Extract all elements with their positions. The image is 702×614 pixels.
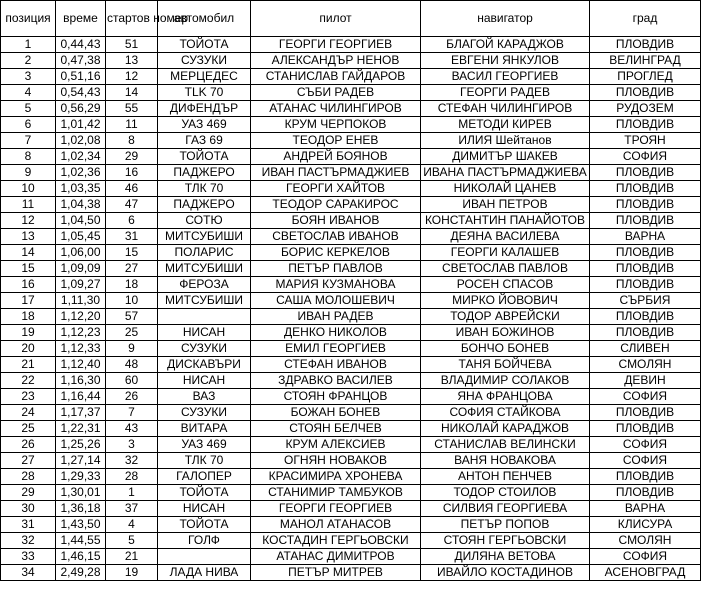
time-cell: 0,54,43 — [56, 85, 106, 101]
city-cell: СОФИЯ — [590, 437, 701, 453]
table-row — [1, 165, 701, 181]
city-cell: ДЕВИН — [590, 373, 701, 389]
navigator-cell: ДИЛЯНА ВЕТОВА — [421, 549, 590, 565]
start-number-cell: 26 — [106, 389, 158, 405]
city-cell: ПЛОВДИВ — [590, 117, 701, 133]
car-cell: ТЛК 70 — [158, 453, 251, 469]
start-number-cell: 13 — [106, 53, 158, 69]
city-cell: РУДОЗЕМ — [590, 101, 701, 117]
pilot-cell: КОСТАДИН ГЕРГЬОВСКИ — [251, 533, 421, 549]
time-cell: 1,01,42 — [56, 117, 106, 133]
time-cell: 1,02,36 — [56, 165, 106, 181]
header-position: позиция — [1, 1, 56, 37]
position-cell: 5 — [1, 101, 56, 117]
city-cell: ПЛОВДИВ — [590, 421, 701, 437]
navigator-cell: ЯНА ФРАНЦОВА — [421, 389, 590, 405]
time-cell: 1,05,45 — [56, 229, 106, 245]
city-cell: СМОЛЯН — [590, 357, 701, 373]
start-number-cell: 19 — [106, 565, 158, 581]
car-cell: МИТСУБИШИ — [158, 229, 251, 245]
pilot-cell: СТЕФАН ИВАНОВ — [251, 357, 421, 373]
pilot-cell: СТАНИМИР ТАМБУКОВ — [251, 485, 421, 501]
start-number-cell: 4 — [106, 517, 158, 533]
position-cell: 19 — [1, 325, 56, 341]
navigator-cell: ИЛИЯ Шейтанов — [421, 133, 590, 149]
start-number-cell: 11 — [106, 117, 158, 133]
position-cell: 6 — [1, 117, 56, 133]
pilot-cell: ИВАН РАДЕВ — [251, 309, 421, 325]
position-cell: 29 — [1, 485, 56, 501]
time-cell: 1,12,20 — [56, 309, 106, 325]
start-number-cell: 51 — [106, 37, 158, 53]
position-cell: 17 — [1, 293, 56, 309]
pilot-cell: СТОЯН ФРАНЦОВ — [251, 389, 421, 405]
car-cell: СУЗУКИ — [158, 53, 251, 69]
car-cell: УАЗ 469 — [158, 437, 251, 453]
car-cell: НИСАН — [158, 373, 251, 389]
car-cell: ТОЙОТА — [158, 37, 251, 53]
navigator-cell: СТЕФАН ЧИЛИНГИРОВ — [421, 101, 590, 117]
navigator-cell: РОСЕН СПАСОВ — [421, 277, 590, 293]
city-cell: СОФИЯ — [590, 453, 701, 469]
pilot-cell: СТАНИСЛАВ ГАЙДАРОВ — [251, 69, 421, 85]
position-cell: 12 — [1, 213, 56, 229]
time-cell: 1,02,08 — [56, 133, 106, 149]
city-cell: ПЛОВДИВ — [590, 485, 701, 501]
city-cell: СМОЛЯН — [590, 533, 701, 549]
table-row — [1, 405, 701, 421]
car-cell: ВИТАРА — [158, 421, 251, 437]
city-cell: ПЛОВДИВ — [590, 469, 701, 485]
pilot-cell: САША МОЛОШЕВИЧ — [251, 293, 421, 309]
position-cell: 28 — [1, 469, 56, 485]
start-number-cell: 18 — [106, 277, 158, 293]
pilot-cell: АТАНАС ЧИЛИНГИРОВ — [251, 101, 421, 117]
city-cell: СОФИЯ — [590, 389, 701, 405]
pilot-cell: ЗДРАВКО ВАСИЛЕВ — [251, 373, 421, 389]
navigator-cell: ЕВГЕНИ ЯНКУЛОВ — [421, 53, 590, 69]
car-cell — [158, 549, 251, 565]
table-row — [1, 565, 701, 581]
car-cell: ПАДЖЕРО — [158, 197, 251, 213]
time-cell: 1,12,33 — [56, 341, 106, 357]
position-cell: 3 — [1, 69, 56, 85]
pilot-cell: МАРИЯ КУЗМАНОВА — [251, 277, 421, 293]
city-cell: ПЛОВДИВ — [590, 261, 701, 277]
navigator-cell: БЛАГОЙ КАРАДЖОВ — [421, 37, 590, 53]
start-number-cell: 1 — [106, 485, 158, 501]
navigator-cell: БОНЧО БОНЕВ — [421, 341, 590, 357]
table-row — [1, 357, 701, 373]
city-cell: ВАРНА — [590, 229, 701, 245]
navigator-cell: ИВАЙЛО КОСТАДИНОВ — [421, 565, 590, 581]
position-cell: 30 — [1, 501, 56, 517]
position-cell: 26 — [1, 437, 56, 453]
position-cell: 9 — [1, 165, 56, 181]
position-cell: 31 — [1, 517, 56, 533]
pilot-cell: ПЕТЪР МИТРЕВ — [251, 565, 421, 581]
time-cell: 1,44,55 — [56, 533, 106, 549]
table-row — [1, 341, 701, 357]
time-cell: 1,27,14 — [56, 453, 106, 469]
navigator-cell: ТАНЯ БОЙЧЕВА — [421, 357, 590, 373]
time-cell: 1,09,27 — [56, 277, 106, 293]
table-row — [1, 229, 701, 245]
car-cell: ВАЗ — [158, 389, 251, 405]
navigator-cell: ИВАНА ПАСТЪРМАДЖИЕВА — [421, 165, 590, 181]
city-cell: СЪРБИЯ — [590, 293, 701, 309]
header-navigator: навигатор — [421, 1, 590, 37]
car-cell: ГАЛОПЕР — [158, 469, 251, 485]
table-row — [1, 149, 701, 165]
navigator-cell: ДИМИТЪР ШАКЕВ — [421, 149, 590, 165]
start-number-cell: 43 — [106, 421, 158, 437]
start-number-cell: 28 — [106, 469, 158, 485]
navigator-cell: СТАНИСЛАВ ВЕЛИНСКИ — [421, 437, 590, 453]
car-cell: ГАЗ 69 — [158, 133, 251, 149]
table-row — [1, 453, 701, 469]
car-cell: ЛАДА НИВА — [158, 565, 251, 581]
position-cell: 1 — [1, 37, 56, 53]
time-cell: 0,44,43 — [56, 37, 106, 53]
header-car: автомобил — [158, 1, 251, 37]
position-cell: 15 — [1, 261, 56, 277]
position-cell: 32 — [1, 533, 56, 549]
city-cell: ПЛОВДИВ — [590, 213, 701, 229]
start-number-cell: 16 — [106, 165, 158, 181]
city-cell: КЛИСУРА — [590, 517, 701, 533]
position-cell: 22 — [1, 373, 56, 389]
time-cell: 1,12,40 — [56, 357, 106, 373]
navigator-cell: КОНСТАНТИН ПАНАЙОТОВ — [421, 213, 590, 229]
start-number-cell: 57 — [106, 309, 158, 325]
navigator-cell: СИЛВИЯ ГЕОРГИЕВА — [421, 501, 590, 517]
position-cell: 27 — [1, 453, 56, 469]
car-cell: СУЗУКИ — [158, 405, 251, 421]
table-row — [1, 101, 701, 117]
time-cell: 1,02,34 — [56, 149, 106, 165]
city-cell: АСЕНОВГРАД — [590, 565, 701, 581]
pilot-cell: ПЕТЪР ПАВЛОВ — [251, 261, 421, 277]
position-cell: 33 — [1, 549, 56, 565]
navigator-cell: АНТОН ПЕНЧЕВ — [421, 469, 590, 485]
start-number-cell: 6 — [106, 213, 158, 229]
pilot-cell: МАНОЛ АТАНАСОВ — [251, 517, 421, 533]
table-row — [1, 53, 701, 69]
table-row — [1, 373, 701, 389]
start-number-cell: 15 — [106, 245, 158, 261]
pilot-cell: КРУМ ЧЕРПОКОВ — [251, 117, 421, 133]
start-number-cell: 55 — [106, 101, 158, 117]
table-row — [1, 277, 701, 293]
pilot-cell: ГЕОРГИ ГЕОРГИЕВ — [251, 37, 421, 53]
pilot-cell: ЕМИЛ ГЕОРГИЕВ — [251, 341, 421, 357]
navigator-cell: СОФИЯ СТАЙКОВА — [421, 405, 590, 421]
city-cell: ПЛОВДИВ — [590, 165, 701, 181]
car-cell: МИТСУБИШИ — [158, 293, 251, 309]
table-row — [1, 37, 701, 53]
navigator-cell: ИВАН ПЕТРОВ — [421, 197, 590, 213]
start-number-cell: 46 — [106, 181, 158, 197]
start-number-cell: 29 — [106, 149, 158, 165]
time-cell: 1,25,26 — [56, 437, 106, 453]
city-cell: ВАРНА — [590, 501, 701, 517]
time-cell: 0,56,29 — [56, 101, 106, 117]
position-cell: 20 — [1, 341, 56, 357]
position-cell: 13 — [1, 229, 56, 245]
table-row — [1, 485, 701, 501]
navigator-cell: НИКОЛАЙ ЦАНЕВ — [421, 181, 590, 197]
navigator-cell: СТОЯН ГЕРГЬОВСКИ — [421, 533, 590, 549]
position-cell: 2 — [1, 53, 56, 69]
header-city: град — [590, 1, 701, 37]
time-cell: 1,46,15 — [56, 549, 106, 565]
table-row — [1, 245, 701, 261]
car-cell: МЕРЦЕДЕС — [158, 69, 251, 85]
start-number-cell: 48 — [106, 357, 158, 373]
navigator-cell: ПЕТЪР ПОПОВ — [421, 517, 590, 533]
start-number-cell: 21 — [106, 549, 158, 565]
navigator-cell: ВАНЯ НОВАКОВА — [421, 453, 590, 469]
pilot-cell: АТАНАС ДИМИТРОВ — [251, 549, 421, 565]
pilot-cell: СВЕТОСЛАВ ИВАНОВ — [251, 229, 421, 245]
navigator-cell: ВЛАДИМИР СОЛАКОВ — [421, 373, 590, 389]
table-row — [1, 261, 701, 277]
city-cell: СЛИВЕН — [590, 341, 701, 357]
city-cell: ПЛОВДИВ — [590, 37, 701, 53]
time-cell: 1,12,23 — [56, 325, 106, 341]
pilot-cell: ТЕОДОР ЕНЕВ — [251, 133, 421, 149]
pilot-cell: КРАСИМИРА ХРОНЕВА — [251, 469, 421, 485]
car-cell: НИСАН — [158, 325, 251, 341]
car-cell: ТЛК 70 — [158, 181, 251, 197]
city-cell: ВЕЛИНГРАД — [590, 53, 701, 69]
pilot-cell: ГЕОРГИ ХАЙТОВ — [251, 181, 421, 197]
table-row — [1, 309, 701, 325]
car-cell: ТОЙОТА — [158, 485, 251, 501]
city-cell: ПЛОВДИВ — [590, 245, 701, 261]
table-row — [1, 85, 701, 101]
navigator-cell: ДЕЯНА ВАСИЛЕВА — [421, 229, 590, 245]
header-start-number: стартов номер — [106, 1, 158, 37]
position-cell: 4 — [1, 85, 56, 101]
pilot-cell: ГЕОРГИ ГЕОРГИЕВ — [251, 501, 421, 517]
city-cell: ПЛОВДИВ — [590, 325, 701, 341]
time-cell: 2,49,28 — [56, 565, 106, 581]
time-cell: 1,11,30 — [56, 293, 106, 309]
start-number-cell: 32 — [106, 453, 158, 469]
city-cell: ПРОГЛЕД — [590, 69, 701, 85]
navigator-cell: ГЕОРГИ КАЛАШЕВ — [421, 245, 590, 261]
car-cell: ДИФЕНДЪР — [158, 101, 251, 117]
city-cell: СОФИЯ — [590, 549, 701, 565]
navigator-cell: ВАСИЛ ГЕОРГИЕВ — [421, 69, 590, 85]
time-cell: 1,43,50 — [56, 517, 106, 533]
table-row — [1, 533, 701, 549]
time-cell: 1,30,01 — [56, 485, 106, 501]
car-cell — [158, 309, 251, 325]
start-number-cell: 31 — [106, 229, 158, 245]
time-cell: 1,17,37 — [56, 405, 106, 421]
position-cell: 7 — [1, 133, 56, 149]
position-cell: 10 — [1, 181, 56, 197]
time-cell: 1,04,38 — [56, 197, 106, 213]
position-cell: 23 — [1, 389, 56, 405]
table-row — [1, 69, 701, 85]
table-row — [1, 197, 701, 213]
time-cell: 1,04,50 — [56, 213, 106, 229]
pilot-cell: СЪБИ РАДЕВ — [251, 85, 421, 101]
city-cell: СОФИЯ — [590, 149, 701, 165]
navigator-cell: ТОДОР АВРЕЙСКИ — [421, 309, 590, 325]
position-cell: 16 — [1, 277, 56, 293]
car-cell: ПАДЖЕРО — [158, 165, 251, 181]
navigator-cell: МЕТОДИ КИРЕВ — [421, 117, 590, 133]
pilot-cell: ТЕОДОР САРАКИРОС — [251, 197, 421, 213]
car-cell: НИСАН — [158, 501, 251, 517]
navigator-cell: МИРКО ЙОВОВИЧ — [421, 293, 590, 309]
start-number-cell: 7 — [106, 405, 158, 421]
navigator-cell: НИКОЛАЙ КАРАДЖОВ — [421, 421, 590, 437]
navigator-cell: ГЕОРГИ РАДЕВ — [421, 85, 590, 101]
time-cell: 1,06,00 — [56, 245, 106, 261]
car-cell: ПОЛАРИС — [158, 245, 251, 261]
position-cell: 21 — [1, 357, 56, 373]
position-cell: 8 — [1, 149, 56, 165]
table-row — [1, 213, 701, 229]
pilot-cell: АНДРЕЙ БОЯНОВ — [251, 149, 421, 165]
city-cell: ПЛОВДИВ — [590, 85, 701, 101]
start-number-cell: 47 — [106, 197, 158, 213]
pilot-cell: ОГНЯН НОВАКОВ — [251, 453, 421, 469]
time-cell: 1,16,30 — [56, 373, 106, 389]
start-number-cell: 37 — [106, 501, 158, 517]
time-cell: 1,16,44 — [56, 389, 106, 405]
header-row — [1, 1, 701, 37]
position-cell: 11 — [1, 197, 56, 213]
start-number-cell: 25 — [106, 325, 158, 341]
time-cell: 1,22,31 — [56, 421, 106, 437]
city-cell: ПЛОВДИВ — [590, 405, 701, 421]
table-row — [1, 117, 701, 133]
city-cell: ПЛОВДИВ — [590, 181, 701, 197]
car-cell: ТОЙОТА — [158, 517, 251, 533]
table-row — [1, 133, 701, 149]
time-cell: 0,47,38 — [56, 53, 106, 69]
city-cell: ПЛОВДИВ — [590, 309, 701, 325]
navigator-cell: ТОДОР СТОИЛОВ — [421, 485, 590, 501]
table-row — [1, 437, 701, 453]
pilot-cell: СТОЯН БЕЛЧЕВ — [251, 421, 421, 437]
table-row — [1, 421, 701, 437]
car-cell: ГОЛФ — [158, 533, 251, 549]
table-row — [1, 549, 701, 565]
pilot-cell: БОРИС КЕРКЕЛОВ — [251, 245, 421, 261]
position-cell: 34 — [1, 565, 56, 581]
table-row — [1, 469, 701, 485]
car-cell: TLK 70 — [158, 85, 251, 101]
time-cell: 1,36,18 — [56, 501, 106, 517]
car-cell: СУЗУКИ — [158, 341, 251, 357]
time-cell: 1,29,33 — [56, 469, 106, 485]
start-number-cell: 9 — [106, 341, 158, 357]
city-cell: ПЛОВДИВ — [590, 277, 701, 293]
table-body — [1, 37, 701, 581]
start-number-cell: 8 — [106, 133, 158, 149]
position-cell: 14 — [1, 245, 56, 261]
pilot-cell: ИВАН ПАСТЪРМАДЖИЕВ — [251, 165, 421, 181]
position-cell: 25 — [1, 421, 56, 437]
table-row — [1, 389, 701, 405]
table-row — [1, 325, 701, 341]
position-cell: 24 — [1, 405, 56, 421]
car-cell: СОТЮ — [158, 213, 251, 229]
time-cell: 1,09,09 — [56, 261, 106, 277]
time-cell: 0,51,16 — [56, 69, 106, 85]
car-cell: МИТСУБИШИ — [158, 261, 251, 277]
car-cell: УАЗ 469 — [158, 117, 251, 133]
pilot-cell: БОЯН ИВАНОВ — [251, 213, 421, 229]
start-number-cell: 60 — [106, 373, 158, 389]
header-pilot: пилот — [251, 1, 421, 37]
car-cell: ДИСКАВЪРИ — [158, 357, 251, 373]
car-cell: ТОЙОТА — [158, 149, 251, 165]
pilot-cell: КРУМ АЛЕКСИЕВ — [251, 437, 421, 453]
header-time: време — [56, 1, 106, 37]
table-row — [1, 181, 701, 197]
city-cell: ПЛОВДИВ — [590, 197, 701, 213]
city-cell: ТРОЯН — [590, 133, 701, 149]
start-number-cell: 5 — [106, 533, 158, 549]
table-row — [1, 517, 701, 533]
table-row — [1, 293, 701, 309]
position-cell: 18 — [1, 309, 56, 325]
car-cell: ФЕРОЗА — [158, 277, 251, 293]
start-number-cell: 14 — [106, 85, 158, 101]
start-number-cell: 3 — [106, 437, 158, 453]
start-number-cell: 10 — [106, 293, 158, 309]
time-cell: 1,03,35 — [56, 181, 106, 197]
pilot-cell: ДЕНКО НИКОЛОВ — [251, 325, 421, 341]
start-number-cell: 27 — [106, 261, 158, 277]
table-row — [1, 501, 701, 517]
navigator-cell: ИВАН БОЖИНОВ — [421, 325, 590, 341]
pilot-cell: АЛЕКСАНДЪР НЕНОВ — [251, 53, 421, 69]
navigator-cell: СВЕТОСЛАВ ПАВЛОВ — [421, 261, 590, 277]
start-number-cell: 12 — [106, 69, 158, 85]
pilot-cell: БОЖАН БОНЕВ — [251, 405, 421, 421]
